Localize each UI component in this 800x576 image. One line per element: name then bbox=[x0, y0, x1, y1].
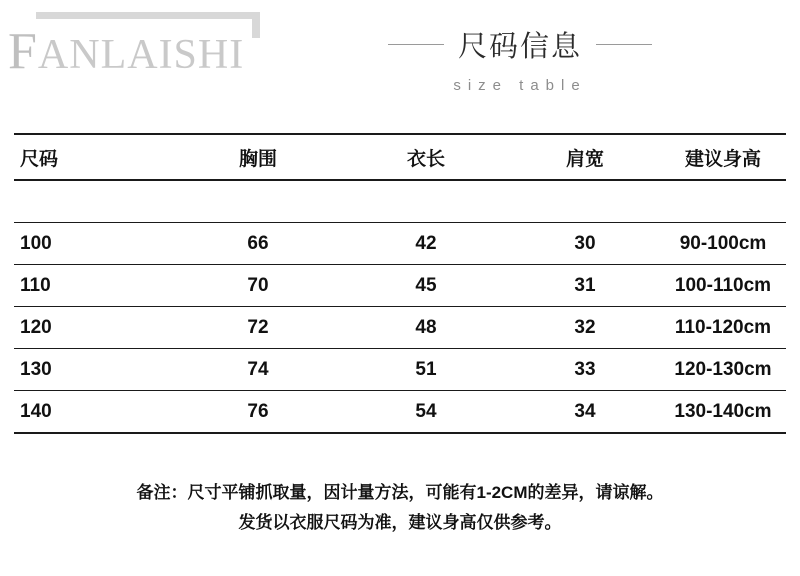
cell-size: 120 bbox=[14, 307, 174, 349]
page-subtitle: size table bbox=[453, 77, 587, 94]
notes-block bbox=[0, 478, 800, 538]
brand-logo bbox=[8, 8, 278, 80]
cell-bust: 74 bbox=[174, 349, 342, 391]
spacer-cell bbox=[342, 180, 510, 223]
cell-shoulder: 30 bbox=[510, 223, 660, 265]
table-header bbox=[14, 134, 786, 180]
brand-decor-bar bbox=[36, 12, 260, 19]
column-header-size: 尺码 bbox=[14, 134, 174, 180]
cell-length: 45 bbox=[342, 265, 510, 307]
cell-height: 110-120cm bbox=[660, 307, 786, 349]
brand-initial: F bbox=[8, 23, 38, 80]
cell-bust: 66 bbox=[174, 223, 342, 265]
table-header-row bbox=[14, 134, 786, 180]
cell-height: 90-100cm bbox=[660, 223, 786, 265]
cell-bust: 72 bbox=[174, 307, 342, 349]
column-header-shoulder: 肩宽 bbox=[510, 134, 660, 180]
brand-name bbox=[8, 22, 244, 81]
cell-height: 130-140cm bbox=[660, 391, 786, 434]
column-header-length: 衣长 bbox=[342, 134, 510, 180]
brand-decor-tick bbox=[252, 12, 260, 38]
cell-length: 48 bbox=[342, 307, 510, 349]
table-spacer-row bbox=[14, 180, 786, 223]
cell-bust: 70 bbox=[174, 265, 342, 307]
cell-height: 120-130cm bbox=[660, 349, 786, 391]
cell-size: 110 bbox=[14, 265, 174, 307]
spacer-cell bbox=[510, 180, 660, 223]
table-row bbox=[14, 307, 786, 349]
cell-size: 100 bbox=[14, 223, 174, 265]
cell-shoulder: 33 bbox=[510, 349, 660, 391]
column-header-height: 建议身高 bbox=[660, 134, 786, 180]
title-block bbox=[270, 24, 770, 94]
column-header-bust: 胸围 bbox=[174, 134, 342, 180]
header bbox=[0, 0, 800, 120]
cell-height: 100-110cm bbox=[660, 265, 786, 307]
table-row bbox=[14, 223, 786, 265]
cell-size: 130 bbox=[14, 349, 174, 391]
cell-shoulder: 34 bbox=[510, 391, 660, 434]
brand-rest: ANLAISHI bbox=[37, 32, 245, 78]
note-line-2: 发货以衣服尺码为准，建议身高仅供参考。 bbox=[238, 513, 562, 532]
title-rule-right bbox=[596, 44, 652, 45]
cell-shoulder: 31 bbox=[510, 265, 660, 307]
note-line-1: 备注：尺寸平铺抓取量，因计量方法，可能有1-2CM的差异，请谅解。 bbox=[136, 483, 664, 502]
cell-length: 42 bbox=[342, 223, 510, 265]
spacer-cell bbox=[174, 180, 342, 223]
page-title: 尺码信息 bbox=[457, 31, 582, 63]
size-table bbox=[14, 133, 786, 434]
cell-bust: 76 bbox=[174, 391, 342, 434]
cell-length: 54 bbox=[342, 391, 510, 434]
table-row bbox=[14, 349, 786, 391]
cell-size: 140 bbox=[14, 391, 174, 434]
spacer-cell bbox=[660, 180, 786, 223]
spacer-cell bbox=[14, 180, 174, 223]
size-table-container bbox=[14, 133, 786, 434]
cell-shoulder: 32 bbox=[510, 307, 660, 349]
table-row bbox=[14, 265, 786, 307]
title-rule-left bbox=[388, 44, 444, 45]
table-body bbox=[14, 180, 786, 433]
title-row bbox=[270, 24, 770, 65]
table-row bbox=[14, 391, 786, 434]
cell-length: 51 bbox=[342, 349, 510, 391]
